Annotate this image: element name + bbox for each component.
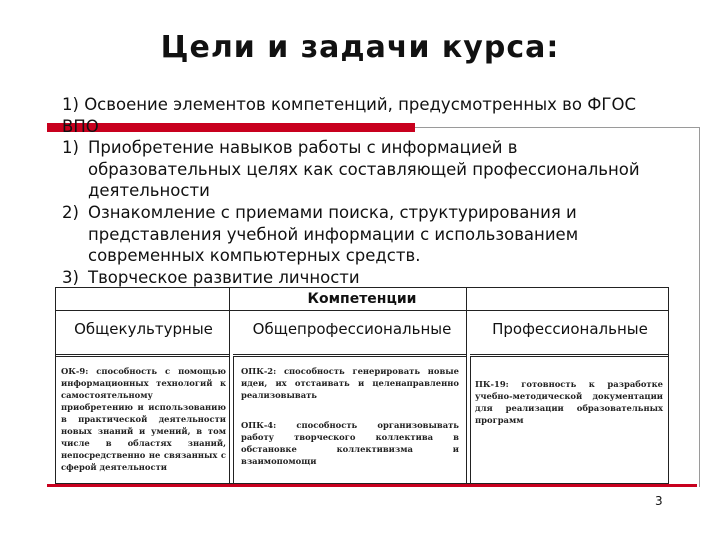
goal-text: Ознакомление с приемами поиска, структурирования и представления учебной информации с использованием современных компьютерных средств. <box>88 202 579 266</box>
goal-text: Творческое развитие личности <box>88 267 360 287</box>
goal-number: 1) <box>62 95 79 114</box>
table-divider <box>470 354 668 357</box>
table-divider <box>233 354 466 357</box>
accent-bar-bottom <box>47 484 697 487</box>
table-divider <box>229 288 230 485</box>
goal-item <box>62 94 672 137</box>
goal-number: 3) <box>62 267 79 287</box>
goal-text: Освоение элементов компетенций, предусмотренных во ФГОС ВПО <box>62 95 636 136</box>
table-divider <box>56 354 229 357</box>
general-professional-competency: ОПК-2: способность генерировать новые идеи, их отстаивать и целенаправленно реализовывать <box>241 366 459 400</box>
competencies-title: Компетенции <box>307 291 417 307</box>
goal-item <box>62 137 672 202</box>
table-divider <box>56 310 668 311</box>
table-divider <box>466 288 467 485</box>
goal-item <box>62 267 672 289</box>
goal-item <box>62 202 672 267</box>
goal-text: Приобретение навыков работы с информацией в образовательных целях как составляющей профессиональной деятельности <box>88 138 640 201</box>
column-header-professional: Профессиональные <box>492 320 648 338</box>
divider-line-vertical <box>699 127 700 487</box>
goals-list <box>62 94 672 288</box>
goal-number: 1) <box>62 138 79 158</box>
column-header-general-professional: Общепрофессиональные <box>252 320 452 338</box>
table-divider <box>233 357 234 485</box>
table-divider <box>470 357 471 485</box>
page-title: Цели и задачи курса: <box>160 30 560 65</box>
general-cultural-competency: ОК-9: способность с помощью информационных технологий к самостоятельному приобретению и использованию в практической деятельности новых знаний и умений, в том числе в областях знаний, непосредственно не связанных с сферой деятельности <box>61 366 226 472</box>
general-professional-competency: ОПК-4: способность организовывать работу творческого коллектива в обстановке коллективизма и взаимопомощи <box>241 420 459 466</box>
competencies-table <box>55 287 669 484</box>
goal-number: 2) <box>62 202 79 222</box>
page-number: 3 <box>655 494 663 508</box>
professional-competency: ПК-19: готовность к разработке учебно-методической документации для реализации образовательных программ <box>475 379 663 425</box>
column-header-general-cultural: Общекультурные <box>74 320 213 338</box>
